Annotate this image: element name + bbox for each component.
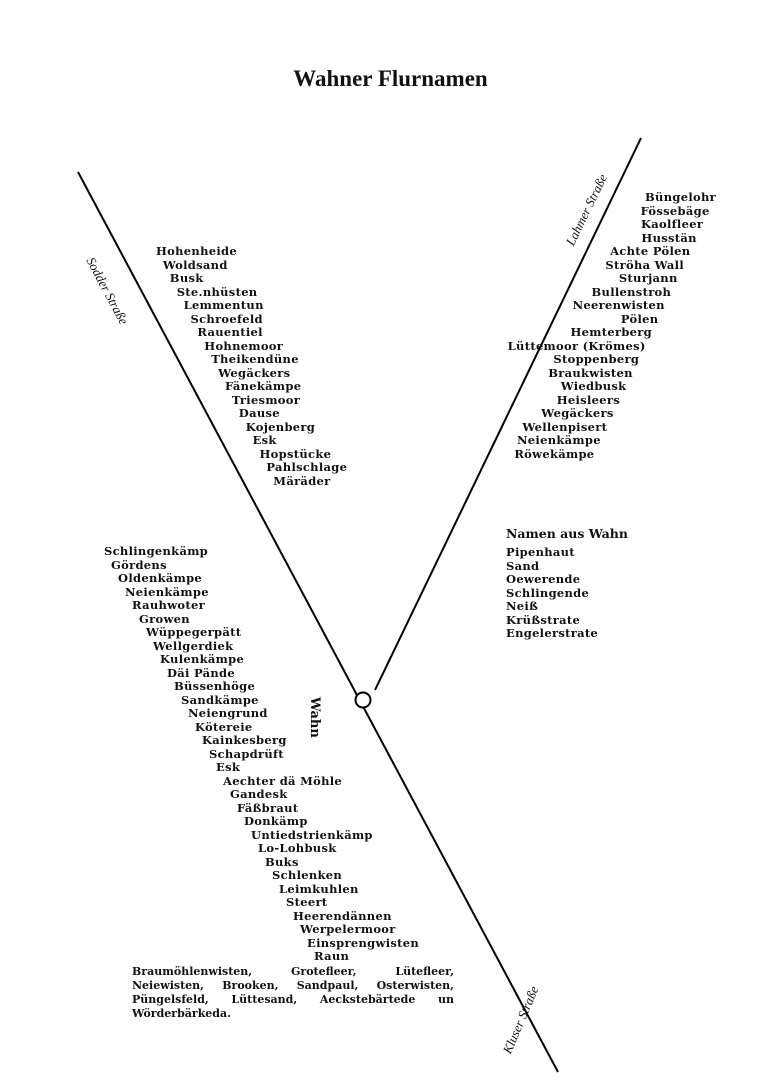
field-name-item: Neiengrund — [188, 706, 268, 720]
lahn-road-label: Lahmer Straße — [562, 171, 611, 248]
field-name-item: Sandkämpe — [181, 692, 259, 707]
field-name-item: Wegäckers — [541, 406, 614, 420]
field-name-item: Wüppegerpätt — [146, 625, 242, 639]
field-name-item: Büngelohr — [645, 190, 716, 204]
field-name-item: Heerendännen — [293, 908, 392, 923]
field-name-item: Triesmoor — [231, 392, 301, 407]
field-name-item: Aechter dä Möhle — [223, 773, 343, 788]
wahn-section-heading: Namen aus Wahn — [506, 526, 628, 541]
field-name-item: Rauhwoter — [132, 598, 205, 612]
field-name-item: Wiedbusk — [560, 379, 627, 393]
field-name-item: Untiedstrienkämp — [251, 827, 373, 842]
field-name-item: Kötereie — [195, 719, 253, 734]
field-name-item: Achte Pölen — [610, 244, 691, 258]
field-name-item: Oldenkämpe — [118, 571, 203, 585]
field-name-item: Märäder — [273, 473, 331, 488]
field-name-item: Kulenkämpe — [160, 652, 245, 666]
field-name-item: Sand — [506, 558, 540, 573]
right-upper-field-names — [508, 191, 716, 461]
field-name-item: Braukwisten — [548, 365, 633, 380]
field-name-item: Oewerende — [506, 572, 581, 586]
wahn-town-label: Wahn — [307, 697, 322, 738]
left-lower-field-names — [104, 545, 419, 964]
field-name-item: Schroefeld — [190, 311, 263, 326]
bottom-field-names-paragraph: Braumöhlenwisten, Grotefleer, Lütefleer, Neiewisten, Brooken, Sandpaul, Osterwisten, Püngelsfeld, Lüttesand, Aeckstebärtede un Wörderbärkeda. — [132, 965, 454, 1020]
field-name-item: Fössebäge — [640, 203, 710, 218]
field-name-item: Wellgerdiek — [153, 638, 234, 653]
field-name-item: Hemterberg — [570, 325, 652, 339]
field-name-item: Donkämp — [244, 814, 308, 828]
sieg-road-label: Sodder Straße — [83, 254, 132, 327]
field-name-item: Ste.nhüsten — [176, 284, 258, 299]
field-name-item: Schlingenkämp — [104, 544, 209, 558]
field-name-item: Lemmentun — [183, 298, 264, 312]
field-name-item: Fäßbraut — [237, 800, 299, 815]
field-name-item: Neiß — [506, 599, 539, 613]
field-name-item: Neienkämpe — [125, 584, 209, 599]
field-name-item: Röwekämpe — [514, 446, 595, 461]
field-name-item: Gandesk — [230, 787, 288, 801]
field-name-item: Däi Pände — [167, 665, 236, 680]
field-name-item: Stoppenberg — [553, 352, 640, 366]
field-name-item: Bullenstroh — [591, 284, 672, 299]
field-name-item: Schlenken — [272, 868, 343, 882]
field-name-item: Hohenheide — [156, 244, 237, 258]
left-upper-field-names — [156, 245, 347, 488]
wahn-field-names — [506, 546, 598, 641]
field-name-item: Husstän — [641, 230, 697, 245]
field-name-item: Gördens — [111, 557, 167, 572]
field-name-item: Krüßstrate — [506, 612, 581, 627]
kluser-road-label: Kluser Straße — [499, 983, 542, 1056]
field-name-item: Hopstücke — [259, 446, 332, 461]
field-name-item: Sturjann — [618, 271, 678, 285]
field-name-item: Theikendüne — [211, 352, 299, 366]
field-name-item: Buks — [265, 854, 299, 869]
field-name-item: Neienkämpe — [516, 433, 601, 447]
field-name-item: Leimkuhlen — [279, 881, 359, 896]
field-name-item: Woldsand — [162, 257, 228, 272]
field-name-item: Wellenpisert — [522, 419, 608, 434]
field-name-item: Einsprengwisten — [307, 935, 420, 950]
field-name-item: Neerenwisten — [572, 298, 665, 312]
field-name-item: Pipenhaut — [506, 545, 575, 559]
field-name-item: Hohnemoor — [204, 338, 284, 353]
field-name-item: Schlingende — [506, 585, 590, 600]
field-name-item: Busk — [169, 271, 204, 285]
field-name-item: Pahlschlage — [266, 460, 348, 474]
field-name-item: Schapdrüft — [209, 746, 284, 761]
field-name-item: Esk — [252, 433, 277, 447]
field-name-item: Fänekämpe — [225, 379, 302, 393]
field-name-item: Büssenhöge — [174, 679, 256, 693]
page-title: Wahner Flurnamen — [293, 66, 488, 91]
field-name-item: Werpelermoor — [300, 922, 396, 936]
field-name-item: Heisleers — [556, 392, 620, 407]
field-name-item: Kaolfleer — [641, 217, 704, 231]
field-name-item: Ströha Wall — [605, 257, 684, 272]
field-name-item: Wegäckers — [218, 365, 291, 380]
field-name-item: Growen — [139, 611, 190, 626]
field-name-item: Steert — [286, 895, 328, 909]
field-name-item: Lo-Lohbusk — [258, 841, 337, 855]
field-name-item: Kainkesberg — [202, 733, 287, 747]
field-name-item: Engelerstrate — [506, 626, 599, 640]
field-name-item: Dause — [238, 406, 280, 420]
field-name-item: Esk — [216, 760, 241, 774]
field-name-item: Kojenberg — [245, 419, 316, 434]
field-name-item: Pölen — [620, 311, 659, 326]
field-name-item: Rauentiel — [197, 325, 263, 339]
field-name-item: Lüttemoor (Krömes) — [507, 338, 646, 353]
field-name-item: Raun — [314, 949, 350, 963]
